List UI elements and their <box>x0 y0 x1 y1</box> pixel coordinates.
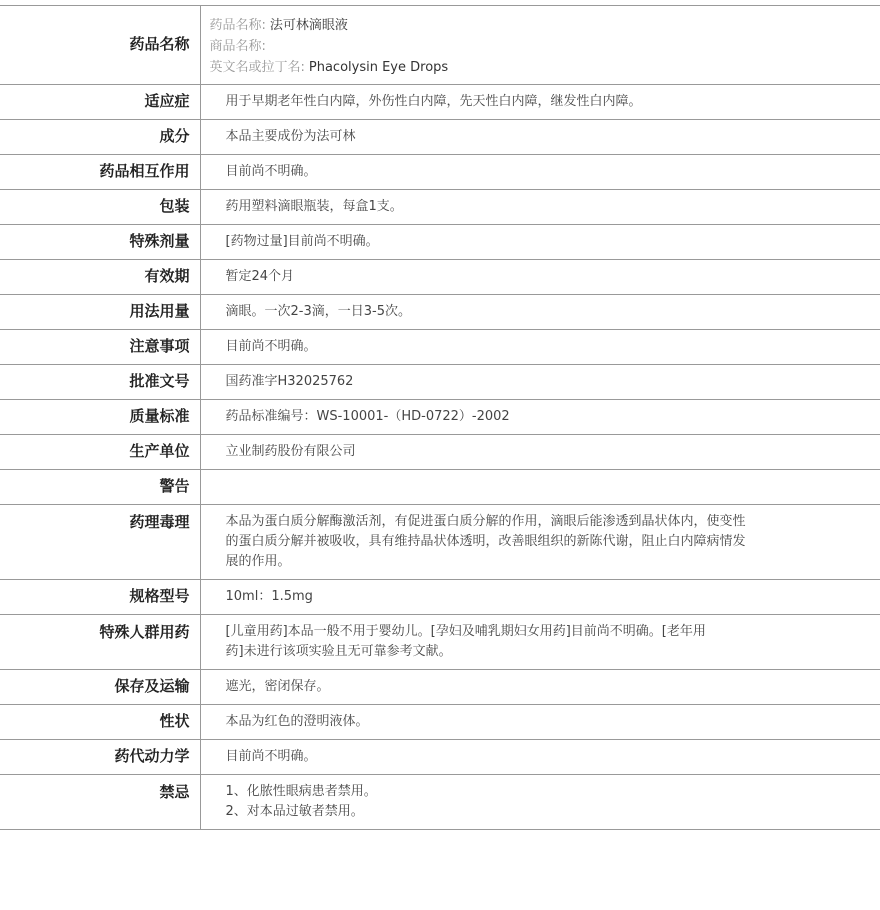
spec-row <box>0 505 880 580</box>
spec-key: 药代动力学 <box>0 740 200 775</box>
spec-key: 性状 <box>0 705 200 740</box>
trade-name-line <box>210 36 880 57</box>
spec-value <box>200 705 880 740</box>
spec-row <box>0 435 880 470</box>
spec-row <box>0 85 880 120</box>
spec-value-line: 用于早期老年性白内障，外伤性白内障，先天性白内障，继发性白内障。 <box>225 94 642 109</box>
spec-row <box>0 740 880 775</box>
trade-name-label: 商品名称: <box>209 39 266 54</box>
spec-value-line: 的蛋白质分解并被吸收，具有维持晶状体透明，改善眼组织的新陈代谢，阻止白内障病情发 <box>225 534 746 549</box>
spec-value <box>200 470 880 505</box>
generic-name-value: 法可林滴眼液 <box>269 18 348 33</box>
spec-key: 药品相互作用 <box>0 155 200 190</box>
spec-value <box>200 365 880 400</box>
spec-value-line: [儿童用药]本品一般不用于婴幼儿。[孕妇及哺乳期妇女用药]目前尚不明确。[老年用 <box>225 624 706 639</box>
spec-key: 警告 <box>0 470 200 505</box>
spec-value <box>200 295 880 330</box>
spec-row <box>0 580 880 615</box>
spec-value <box>200 775 880 830</box>
spec-row <box>0 470 880 505</box>
spec-value-line: 1、化脓性眼病患者禁用。 <box>225 784 377 799</box>
spec-value-line: 本品为蛋白质分解酶激活剂，有促进蛋白质分解的作用，滴眼后能渗透到晶状体内，使变性 <box>225 514 746 529</box>
spec-row <box>0 365 880 400</box>
spec-value <box>200 330 880 365</box>
spec-value-line: 暂定24个月 <box>225 269 295 284</box>
spec-value <box>200 400 880 435</box>
spec-value <box>200 670 880 705</box>
spec-key: 适应症 <box>0 85 200 120</box>
drug-spec-table <box>0 5 880 830</box>
generic-name-line <box>210 15 880 36</box>
spec-value-line: 遮光，密闭保存。 <box>225 679 330 694</box>
spec-row-names <box>0 6 880 85</box>
spec-key: 有效期 <box>0 260 200 295</box>
spec-key: 保存及运输 <box>0 670 200 705</box>
spec-key: 禁忌 <box>0 775 200 830</box>
spec-row <box>0 225 880 260</box>
spec-key: 规格型号 <box>0 580 200 615</box>
spec-row <box>0 330 880 365</box>
english-name-label: 英文名或拉丁名: <box>209 60 305 75</box>
spec-value <box>200 435 880 470</box>
spec-row <box>0 615 880 670</box>
spec-row <box>0 670 880 705</box>
spec-value-line: [药物过量]目前尚不明确。 <box>225 234 379 249</box>
spec-key: 包装 <box>0 190 200 225</box>
spec-key: 特殊剂量 <box>0 225 200 260</box>
spec-key: 成分 <box>0 120 200 155</box>
spec-row <box>0 775 880 830</box>
spec-row <box>0 400 880 435</box>
spec-key: 质量标准 <box>0 400 200 435</box>
spec-row <box>0 120 880 155</box>
spec-key: 用法用量 <box>0 295 200 330</box>
spec-key: 批准文号 <box>0 365 200 400</box>
spec-row <box>0 260 880 295</box>
generic-name-label: 药品名称: <box>209 18 266 33</box>
spec-value-line: 目前尚不明确。 <box>225 339 317 354</box>
spec-key: 生产单位 <box>0 435 200 470</box>
drug-spec-sheet <box>0 5 880 830</box>
spec-value <box>200 190 880 225</box>
spec-value <box>200 580 880 615</box>
spec-value <box>200 505 880 580</box>
spec-value-line: 国药准字H32025762 <box>225 374 354 389</box>
spec-row <box>0 705 880 740</box>
spec-key: 药理毒理 <box>0 505 200 580</box>
spec-row <box>0 295 880 330</box>
spec-value-line: 本品为红色的澄明液体。 <box>225 714 369 729</box>
spec-value-line: 本品主要成份为法可林 <box>225 129 356 144</box>
spec-value-line: 药品标准编号：WS-10001-（HD-0722）-2002 <box>225 409 510 424</box>
spec-value-line: 目前尚不明确。 <box>225 164 317 179</box>
spec-value-line: 2、对本品过敏者禁用。 <box>225 804 364 819</box>
english-name-line <box>210 57 880 78</box>
spec-value <box>200 85 880 120</box>
spec-value-line: 立业制药股份有限公司 <box>225 444 356 459</box>
spec-key: 注意事项 <box>0 330 200 365</box>
spec-value <box>200 225 880 260</box>
spec-value-line: 展的作用。 <box>225 554 291 569</box>
spec-value <box>200 740 880 775</box>
spec-value-line: 药用塑料滴眼瓶装，每盒1支。 <box>225 199 403 214</box>
spec-key: 药品名称 <box>0 6 200 85</box>
english-name-value: Phacolysin Eye Drops <box>308 60 449 75</box>
spec-value-line <box>226 477 791 497</box>
spec-value <box>200 615 880 670</box>
spec-value-line: 目前尚不明确。 <box>225 749 317 764</box>
spec-row <box>0 190 880 225</box>
spec-value <box>200 120 880 155</box>
spec-value <box>200 155 880 190</box>
spec-value-line: 药]未进行该项实验且无可靠参考文献。 <box>225 644 452 659</box>
spec-row <box>0 155 880 190</box>
spec-value-line: 10ml：1.5mg <box>225 589 313 604</box>
spec-value-line: 滴眼。一次2-3滴，一日3-5次。 <box>225 304 411 319</box>
spec-value-names <box>200 6 880 85</box>
spec-value <box>200 260 880 295</box>
spec-key: 特殊人群用药 <box>0 615 200 670</box>
